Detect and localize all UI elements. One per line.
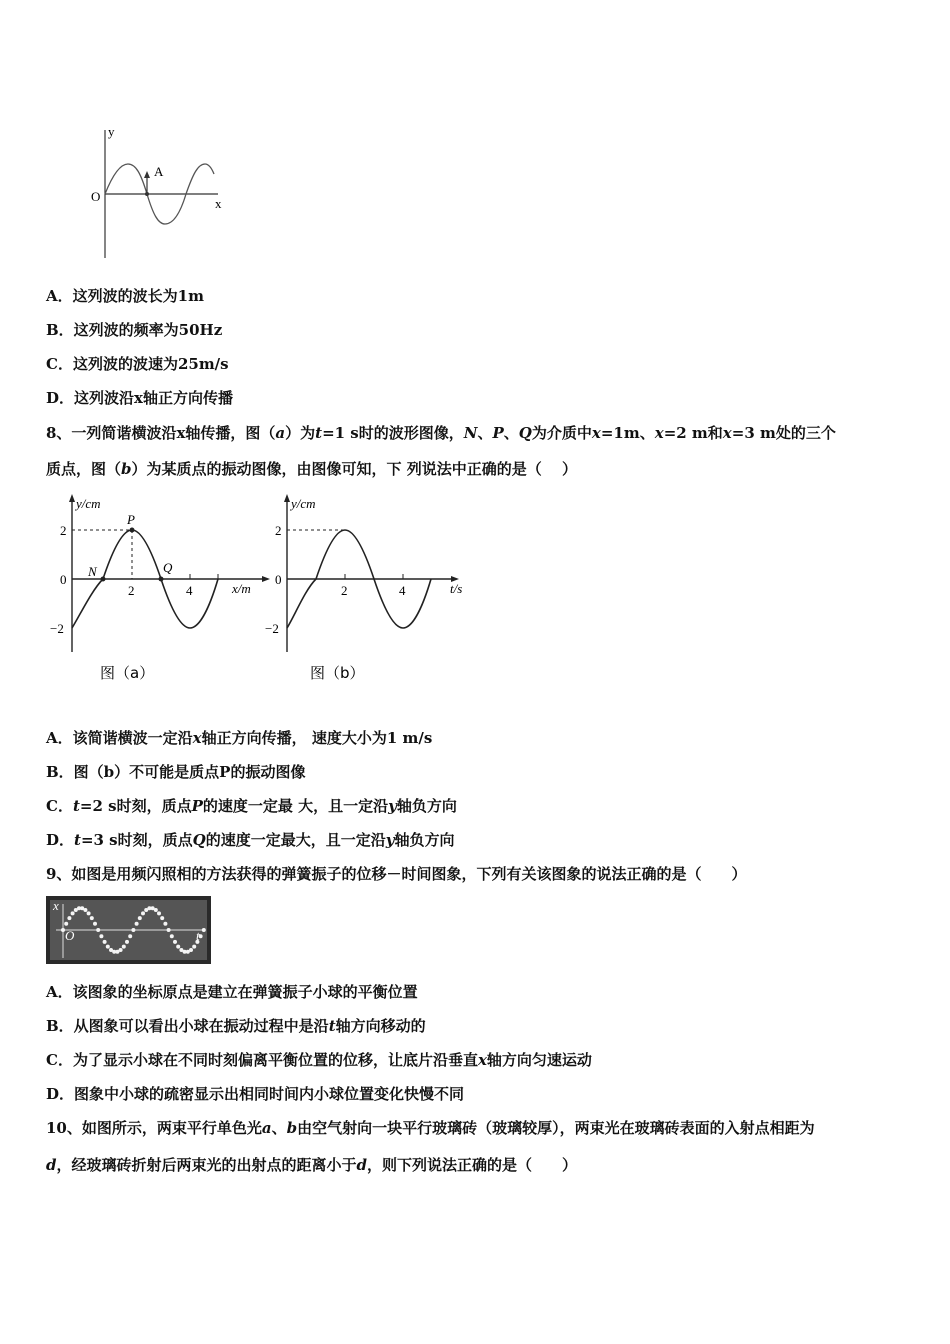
q8a-point-p [130, 528, 135, 533]
strobe-dot [128, 934, 132, 938]
q9-option-c[interactable]: C．为了显示小球在不同时刻偏离平衡位置的位移，让底片沿垂直x轴方向匀速运动 [46, 1051, 592, 1069]
strobe-dot [170, 934, 174, 938]
strobe-dot [167, 928, 171, 932]
q8a-x-label: x/m [232, 581, 251, 596]
strobe-dot [67, 916, 71, 920]
q7-y-label: y [108, 124, 115, 139]
strobe-dot [119, 948, 123, 952]
q8a-tick-x-2: 2 [128, 583, 135, 598]
q8b-tick-y-top: 2 [275, 523, 282, 538]
strobe-dot [106, 945, 110, 949]
q9-t-label: t [196, 928, 200, 943]
q8a-caption: 图（a） [100, 664, 155, 682]
q8a-n-label: N [88, 564, 97, 579]
q8a-tick-y-zero: 0 [60, 572, 67, 587]
strobe-dot [87, 911, 91, 915]
strobe-dot [138, 916, 142, 920]
q9-option-d[interactable]: D．图象中小球的疏密显示出相同时间内小球位置变化快慢不同 [46, 1085, 465, 1103]
q7-x-label: x [215, 196, 222, 211]
strobe-dot [71, 911, 75, 915]
strobe-dot [202, 928, 206, 932]
q8-option-c[interactable]: C．t=2 s时刻，质点P的速度一定最 大，且一定沿y轴负方向 [46, 797, 457, 815]
q8b-tick-y-zero: 0 [275, 572, 282, 587]
q7-option-b[interactable]: B．这列波的频率为50Hz [46, 321, 223, 339]
q8b-y-label: y/cm [291, 496, 316, 511]
strobe-dot [99, 934, 103, 938]
strobe-dot [189, 948, 193, 952]
q8a-q-label: Q [163, 560, 173, 575]
strobe-dot [135, 922, 139, 926]
q8b-caption: 图（b） [310, 664, 365, 682]
q10-stem-line1: 10、如图所示，两束平行单色光a、b由空气射向一块平行玻璃砖（玻璃较厚），两束光在玻璃砖表面的入射点相距为 [46, 1119, 815, 1137]
q7-option-d[interactable]: D．这列波沿x轴正方向传播 [46, 389, 233, 407]
q9-option-b[interactable]: B．从图象可以看出小球在振动过程中是沿t轴方向移动的 [46, 1017, 426, 1035]
strobe-dot [125, 940, 129, 944]
q8-figure-b [255, 490, 490, 690]
strobe-dot [83, 908, 87, 912]
strobe-dot [122, 945, 126, 949]
q7-origin-label: O [91, 189, 101, 204]
q8a-tick-y-top: 2 [60, 523, 67, 538]
q8a-tick-x-4: 4 [186, 583, 193, 598]
strobe-dot [163, 922, 167, 926]
q8-stem-line2: 质点，图（b）为某质点的振动图像，由图像可知，下 列说法中正确的是（ ） [46, 460, 577, 478]
strobe-dot [93, 922, 97, 926]
strobe-dot [192, 945, 196, 949]
strobe-dot [160, 916, 164, 920]
q8-option-d[interactable]: D．t=3 s时刻，质点Q的速度一定最大，且一定沿y轴负方向 [46, 831, 455, 849]
q9-option-a[interactable]: A．该图象的坐标原点是建立在弹簧振子小球的平衡位置 [46, 983, 418, 1001]
q9-origin-label: O [65, 928, 75, 943]
strobe-dot [90, 916, 94, 920]
strobe-dot [157, 911, 161, 915]
strobe-dot [173, 940, 177, 944]
q7-point-a [145, 192, 149, 196]
q9-strobe-figure [46, 896, 211, 964]
q7-a-label: A [154, 164, 164, 179]
strobe-dot [154, 908, 158, 912]
q8a-tick-y-bottom: −2 [50, 621, 64, 636]
q10-stem-line2: d，经玻璃砖折射后两束光的出射点的距离小于d，则下列说法正确的是（ ） [46, 1156, 578, 1174]
q7-wave-figure [88, 122, 228, 262]
q7-option-a[interactable]: A．这列波的波长为1m [46, 287, 204, 305]
strobe-dot [141, 911, 145, 915]
q8b-tick-x-4: 4 [399, 583, 406, 598]
strobe-dot [103, 940, 107, 944]
q8-figure-a [40, 490, 275, 690]
q9-stem: 9、如图是用频闪照相的方法获得的弹簧振子的位移－时间图象，下列有关该图象的说法正确的是（ ） [46, 865, 747, 883]
q8a-point-q [159, 577, 164, 582]
q8a-p-label: P [127, 512, 135, 527]
q8b-x-label: t/s [450, 581, 463, 596]
strobe-dot [64, 922, 68, 926]
q8a-point-n [101, 577, 106, 582]
q7-option-c[interactable]: C．这列波的波速为25m/s [46, 355, 229, 373]
q8-option-b[interactable]: B．图（b）不可能是质点P的振动图像 [46, 763, 306, 781]
q8-stem-line1: 8、一列简谐横波沿x轴传播，图（a）为t=1 s时的波形图像，N、P、Q为介质中x=1m、x=2 m和x=3 m处的三个 [46, 424, 836, 442]
q8b-tick-y-bottom: −2 [265, 621, 279, 636]
strobe-dot [96, 928, 100, 932]
q8-option-a[interactable]: A．该简谐横波一定沿x轴正方向传播， 速度大小为1 m/s [46, 729, 433, 747]
strobe-dot [176, 945, 180, 949]
q8b-tick-x-2: 2 [341, 583, 348, 598]
strobe-dot [131, 928, 135, 932]
q9-x-label: x [53, 898, 59, 913]
q8a-y-label: y/cm [76, 496, 101, 511]
